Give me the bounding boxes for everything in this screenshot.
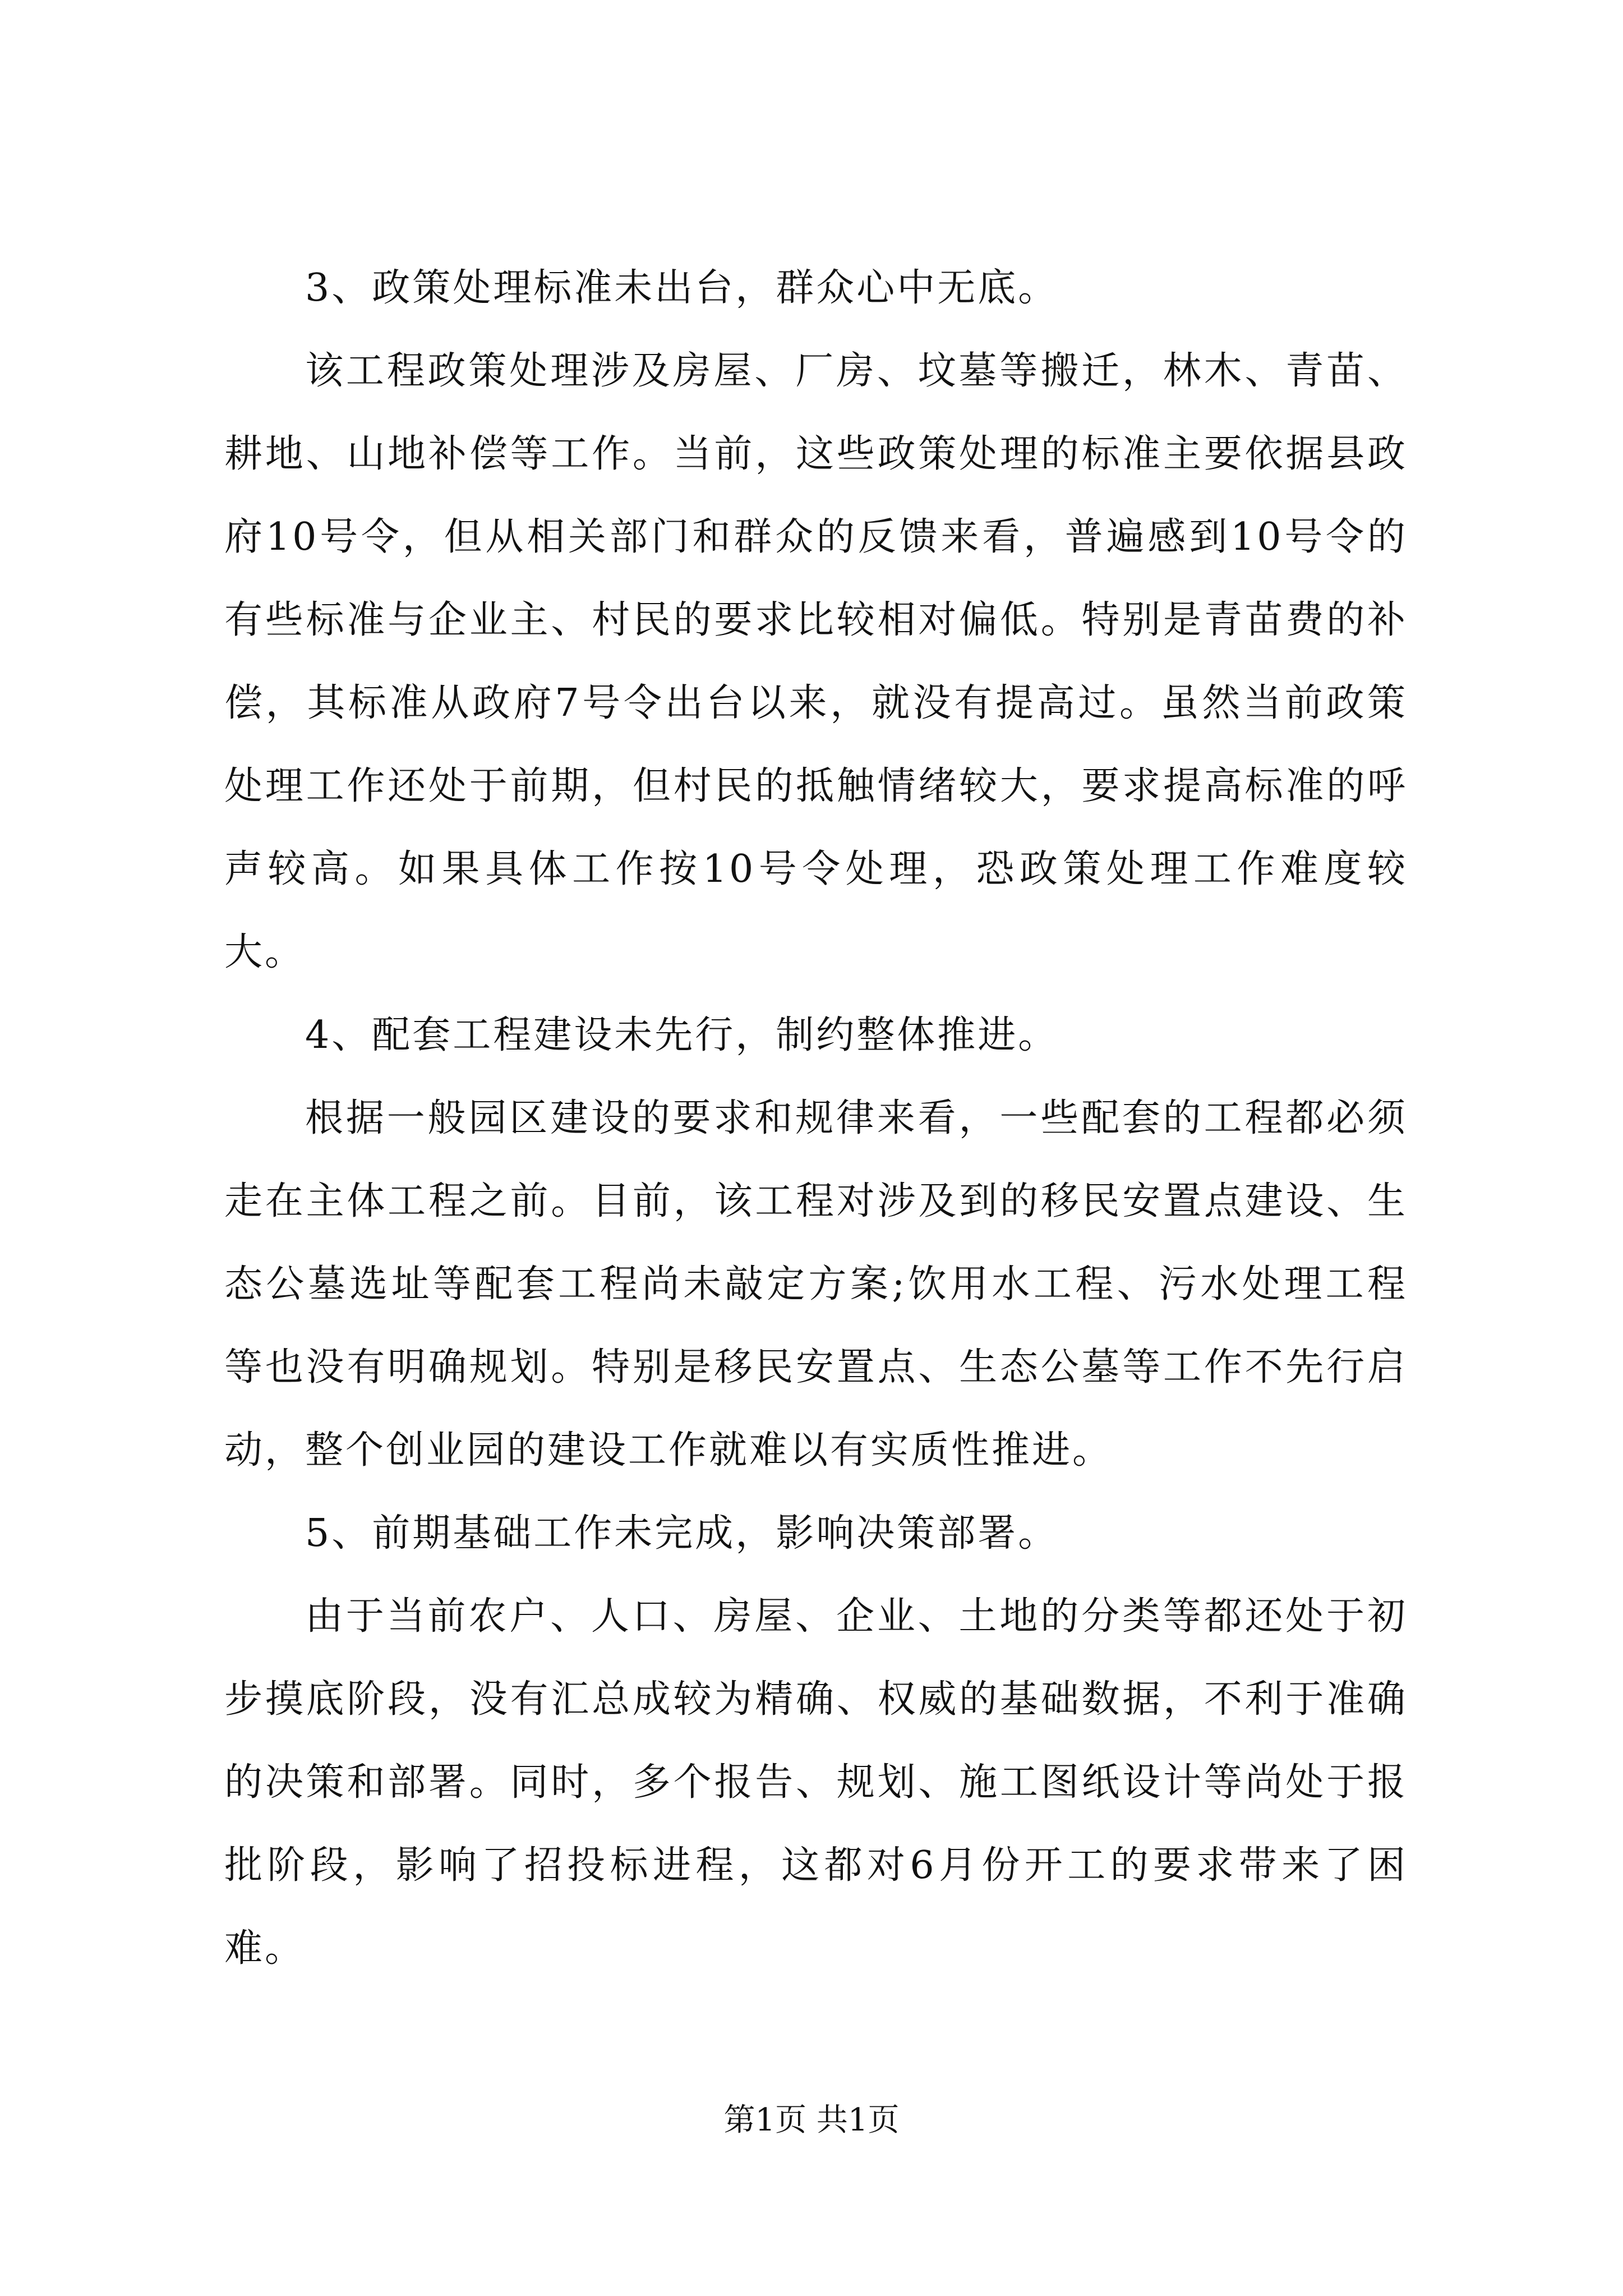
page-footer: 第1页 共1页	[723, 2102, 900, 2138]
section-heading-4: 4、配套工程建设未先行，制约整体推进。	[305, 1013, 1059, 1057]
paragraph-supporting-projects: 根据一般园区建设的要求和规律来看，一些配套的工程都必须走在主体工程之前。目前，该工程对涉及到的移民安置点建设、生态公墓选址等配套工程尚未敲定方案;饮用水工程、污水处理工程等也没有明确规划。特别是移民安置点、生态公墓等工作不先行启动，整个创业园的建设工作就难以有实质性推进。	[224, 1096, 1408, 1473]
section-heading-3: 3、政策处理标准未出台，群众心中无底。	[305, 266, 1059, 310]
section-heading-5: 5、前期基础工作未完成，影响决策部署。	[305, 1511, 1059, 1556]
document-body	[224, 247, 1408, 1990]
paragraph-preliminary-work: 由于当前农户、人口、房屋、企业、土地的分类等都还处于初步摸底阶段，没有汇总成较为精确、权威的基础数据，不利于准确的决策和部署。同时，多个报告、规划、施工图纸设计等尚处于报批阶段，影响了招投标进程，这都对6月份开工的要求带来了困难。	[224, 1594, 1408, 1971]
paragraph-policy-standards: 该工程政策处理涉及房屋、厂房、坟墓等搬迁，林木、青苗、耕地、山地补偿等工作。当前，这些政策处理的标准主要依据县政府10号令，但从相关部门和群众的反馈来看，普遍感到10号令的有些标准与企业主、村民的要求比较相对偏低。特别是青苗费的补偿，其标准从政府7号令出台以来，就没有提高过。虽然当前政策处理工作还处于前期，但村民的抵触情绪较大，要求提高标准的呼声较高。如果具体工作按10号令处理，恐政策处理工作难度较大。	[224, 349, 1408, 974]
